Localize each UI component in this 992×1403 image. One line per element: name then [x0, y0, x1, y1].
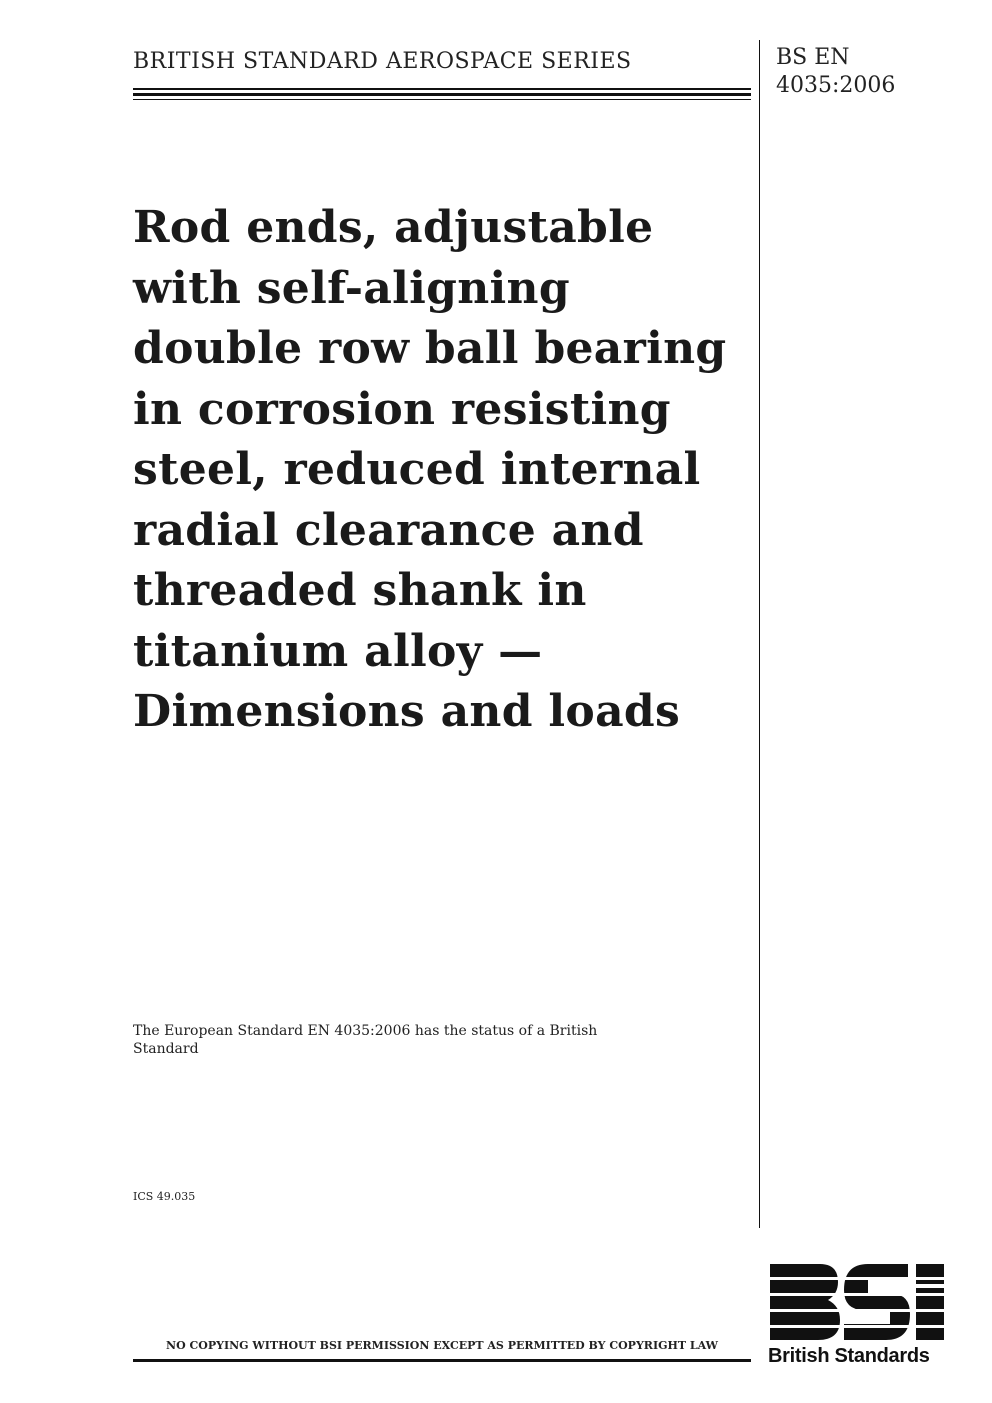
copyright-notice: NO COPYING WITHOUT BSI PERMISSION EXCEPT AS PERMITTED BY COPYRIGHT LAW: [166, 1339, 718, 1352]
title-line: radial clearance and: [133, 504, 644, 556]
title-line: steel, reduced internal: [133, 444, 701, 495]
status-note: The European Standard EN 4035:2006 has the status of a British Standard: [133, 1023, 598, 1057]
header-rule: [133, 99, 751, 100]
bsi-logo-caption: British Standards: [768, 1345, 930, 1367]
ics-code: ICS 49.035: [133, 1190, 196, 1203]
vertical-divider: [759, 40, 760, 1228]
header-rule: [133, 88, 751, 90]
header-rule: [133, 93, 751, 96]
title-line: threaded shank in: [133, 565, 587, 616]
document-title: [133, 198, 753, 743]
title-line: titanium alloy —: [133, 625, 543, 677]
footer-rule: [133, 1359, 751, 1362]
series-title: BRITISH STANDARD AEROSPACE SERIES: [133, 49, 632, 74]
standard-number-prefix: BS EN: [776, 45, 850, 70]
standard-number-code: 4035:2006: [776, 73, 896, 98]
title-line: double row ball bearing: [133, 323, 727, 374]
title-line: with self-aligning: [133, 262, 570, 314]
title-line: Rod ends, adjustable: [133, 202, 654, 253]
standard-number: [776, 44, 895, 100]
title-line: Dimensions and loads: [133, 686, 681, 737]
title-line: in corrosion resisting: [133, 383, 671, 435]
